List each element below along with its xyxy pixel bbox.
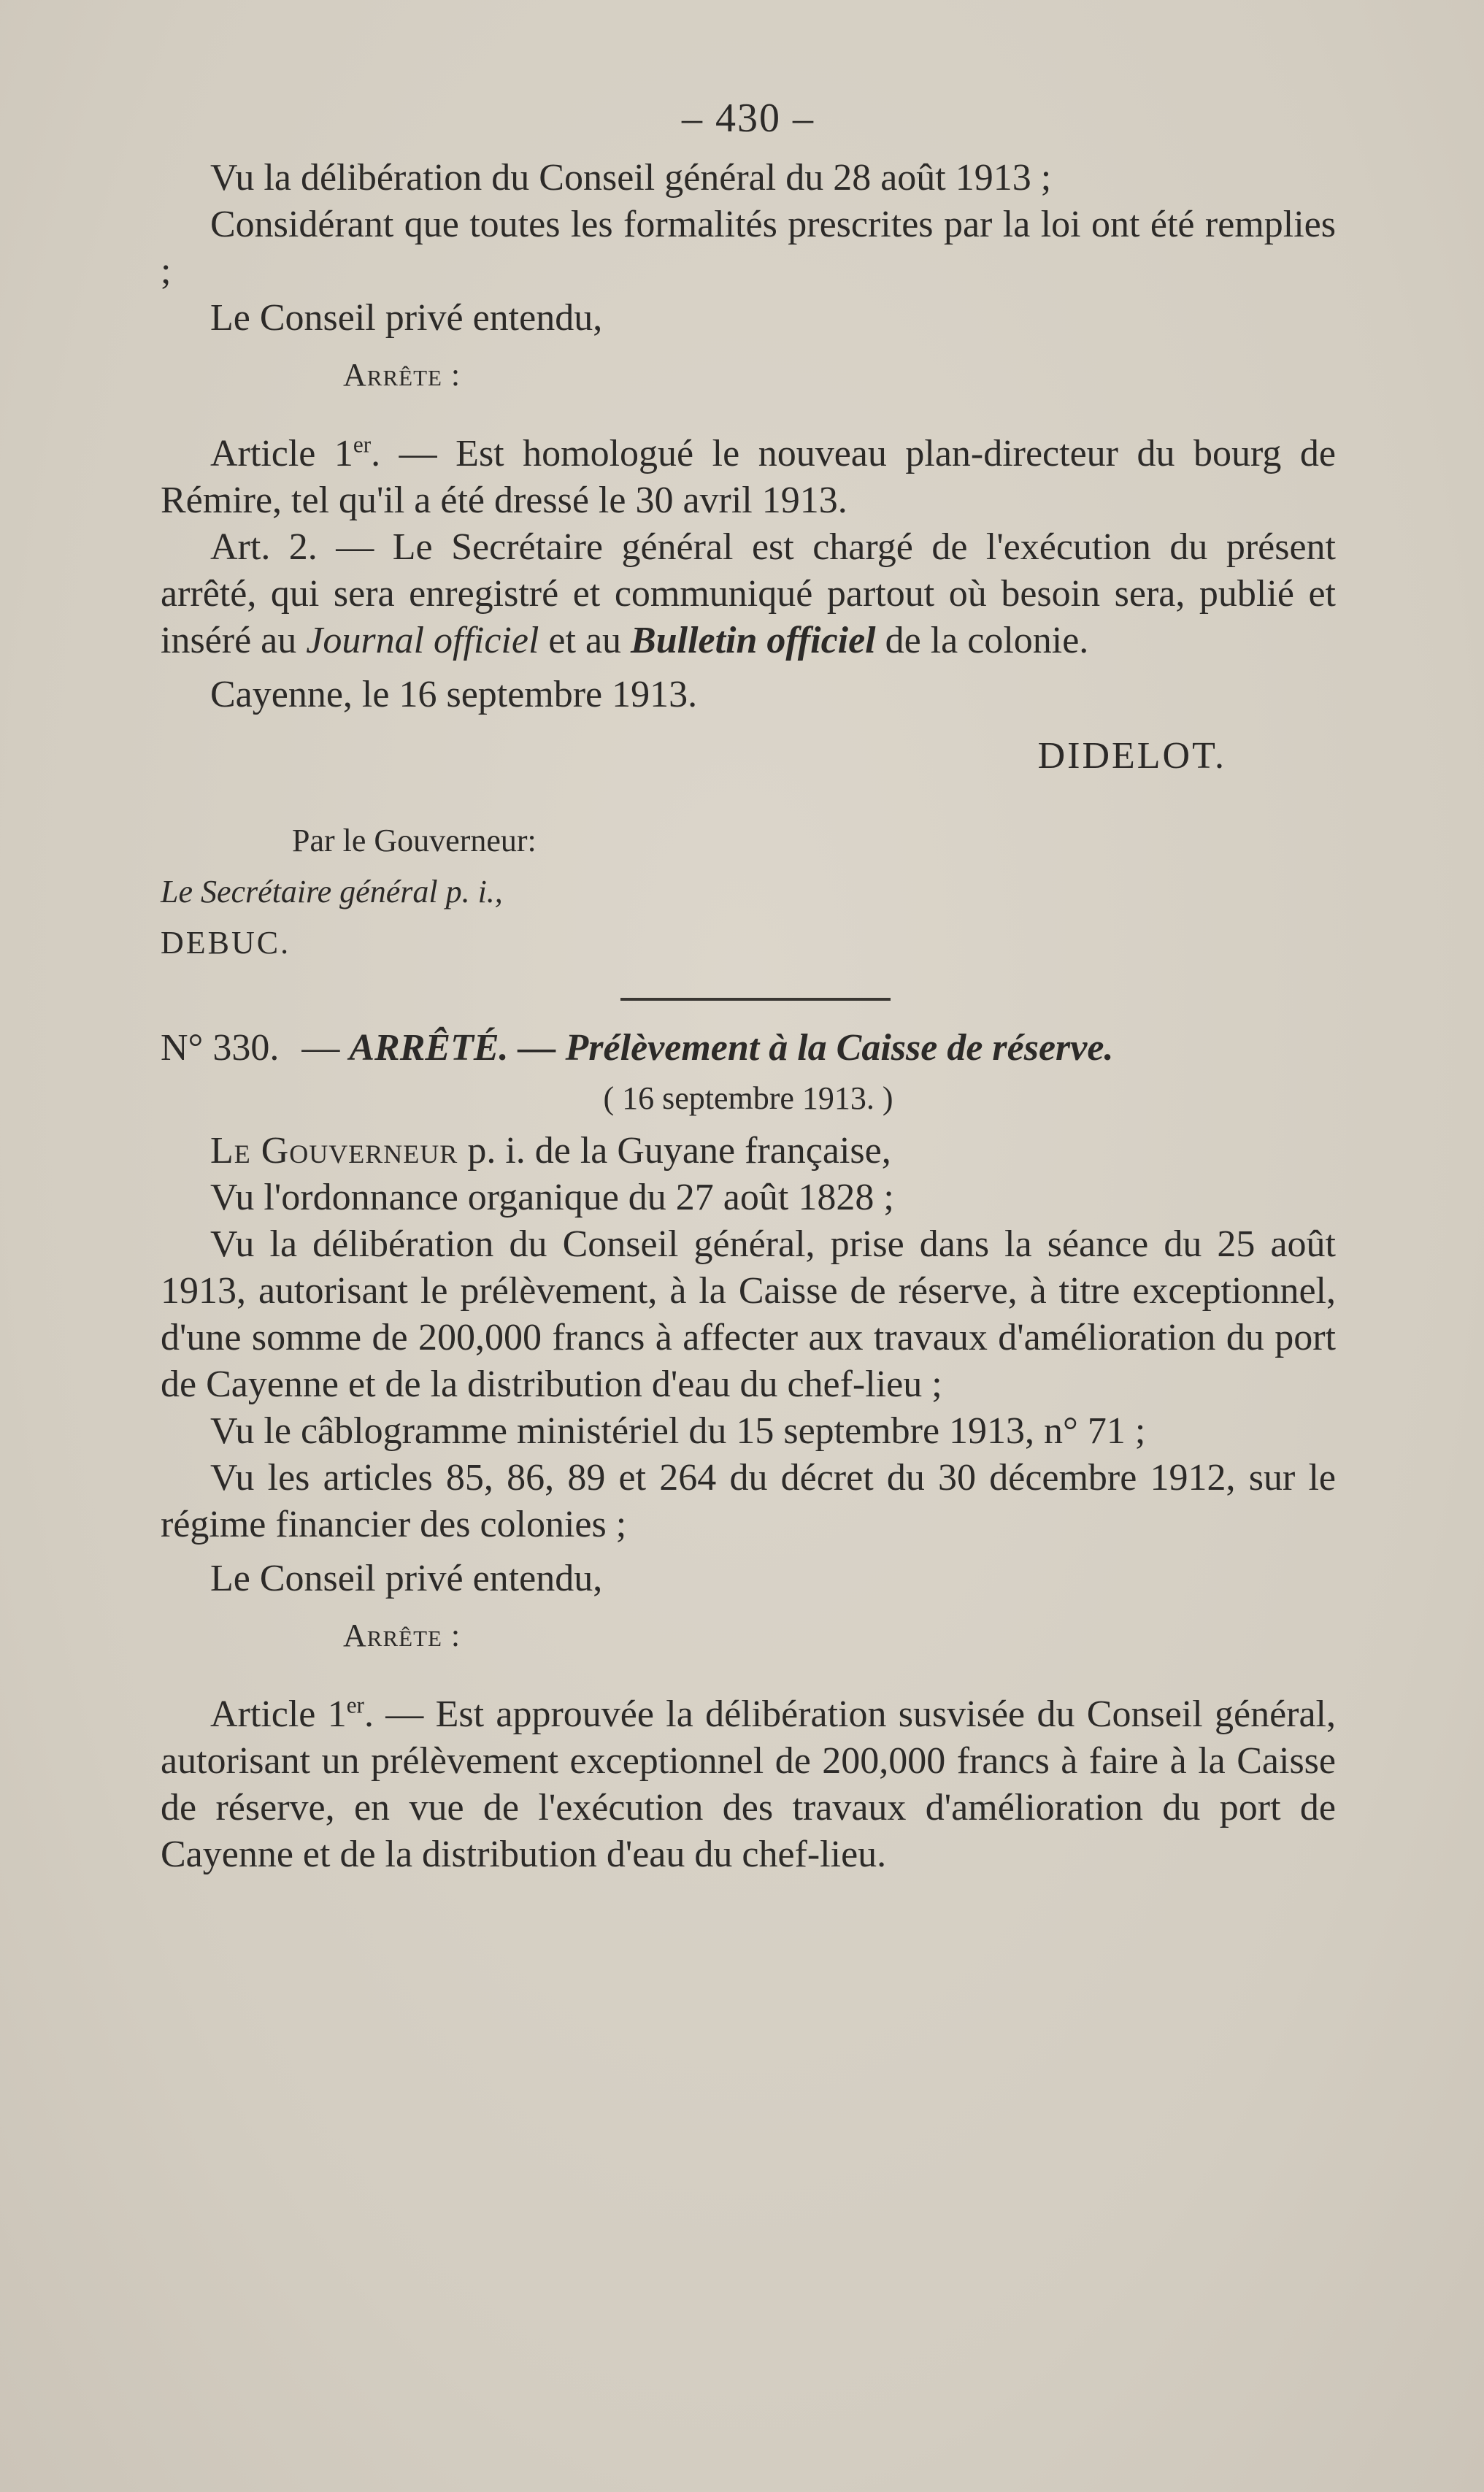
signature-didelot: DIDELOT. — [1037, 735, 1226, 777]
par-le-gouverneur: Par le Gouverneur: — [292, 823, 537, 858]
article-1-label: Article 1 — [210, 433, 353, 474]
article-1-sup: er — [353, 431, 372, 458]
article-2-part-a: Art. 2. — Le Secrétaire général est chargé de l'exécution du présent arrêté, qui sera enregistré et communiqué partout où besoin sera, publié et inséré au — [161, 526, 1336, 661]
secretaire-general: Le Secrétaire général p. i., — [161, 874, 503, 909]
arrete-subject: — Prélèvement à la Caisse de réserve. — [508, 1027, 1114, 1069]
arrete-number: N° 330. — [161, 1027, 280, 1069]
article-2-part-c: de la colonie. — [875, 620, 1089, 661]
paragraph-vu-deliberation-2: Vu la délibération du Conseil général, prise dans la séance du 25 août 1913, autorisant le prélèvement, à la Caisse de réserve, à titre exceptionnel, d'une somme de 200,000 francs à affecter aux travaux d'amélioration du port de Cayenne et de la distribution d'eau du chef-lieu ; — [161, 1223, 1336, 1405]
arrete-label: ARRÊTÉ. — [349, 1027, 509, 1069]
signature-debuc: DEBUC. — [161, 925, 291, 961]
article-1-second-text: . — Est approuvée la délibération susvisée du Conseil général, autorisant un prélèvement exceptionnel de 200,000 francs à faire à la Caisse de réserve, en vue de l'exécution des travaux d'amélioration du port de Cayenne et de la distribution d'eau du chef-lieu. — [161, 1693, 1336, 1875]
paragraph-conseil-prive: Le Conseil privé entendu, — [210, 297, 603, 339]
paragraph-vu-articles: Vu les articles 85, 86, 89 et 264 du décret du 30 décembre 1912, sur le régime financier des colonies ; — [161, 1457, 1336, 1545]
article-1 — [161, 431, 1336, 524]
text-column — [161, 95, 1336, 1878]
arrete-heading-2: Arrête : — [343, 1618, 461, 1653]
page-number: – 430 – — [682, 96, 815, 141]
article-1-second-sup: er — [346, 1692, 364, 1718]
article-1-text: . — Est homologué le nouveau plan-directeur du bourg de Rémire, tel qu'il a été dressé le 30 avril 1913. — [161, 433, 1337, 521]
arrete-date: ( 16 septembre 1913. ) — [603, 1080, 893, 1116]
title-dash: — — [292, 1027, 350, 1069]
arrete-heading: Arrête : — [343, 357, 461, 393]
bulletin-officiel: Bulletin officiel — [631, 620, 876, 661]
paragraph-vu-deliberation: Vu la délibération du Conseil général du 28 août 1913 ; — [210, 157, 1052, 199]
paragraph-conseil-prive-2: Le Conseil privé entendu, — [210, 1558, 603, 1599]
le-gouverneur-rest: p. i. de la Guyane française, — [458, 1130, 891, 1172]
le-gouverneur-smallcaps: Le Gouverneur — [210, 1130, 458, 1172]
paragraph-le-gouverneur — [161, 1128, 1336, 1174]
paragraph-vu-ordonnance: Vu l'ordonnance organique du 27 août 1828 ; — [210, 1177, 894, 1218]
paragraph-vu-cablogramme: Vu le câblogramme ministériel du 15 septembre 1913, n° 71 ; — [210, 1410, 1146, 1452]
place-date: Cayenne, le 16 septembre 1913. — [210, 674, 698, 715]
article-2 — [161, 524, 1336, 664]
section-divider — [620, 998, 891, 1001]
paragraph-considerant: Considérant que toutes les formalités prescrites par la loi ont été remplies ; — [161, 204, 1336, 292]
journal-officiel: Journal officiel — [306, 620, 539, 661]
article-2-part-b: et au — [539, 620, 631, 661]
article-1-second — [161, 1691, 1336, 1878]
article-1-second-label: Article 1 — [210, 1693, 347, 1735]
arrete-330-title — [161, 1023, 1336, 1074]
